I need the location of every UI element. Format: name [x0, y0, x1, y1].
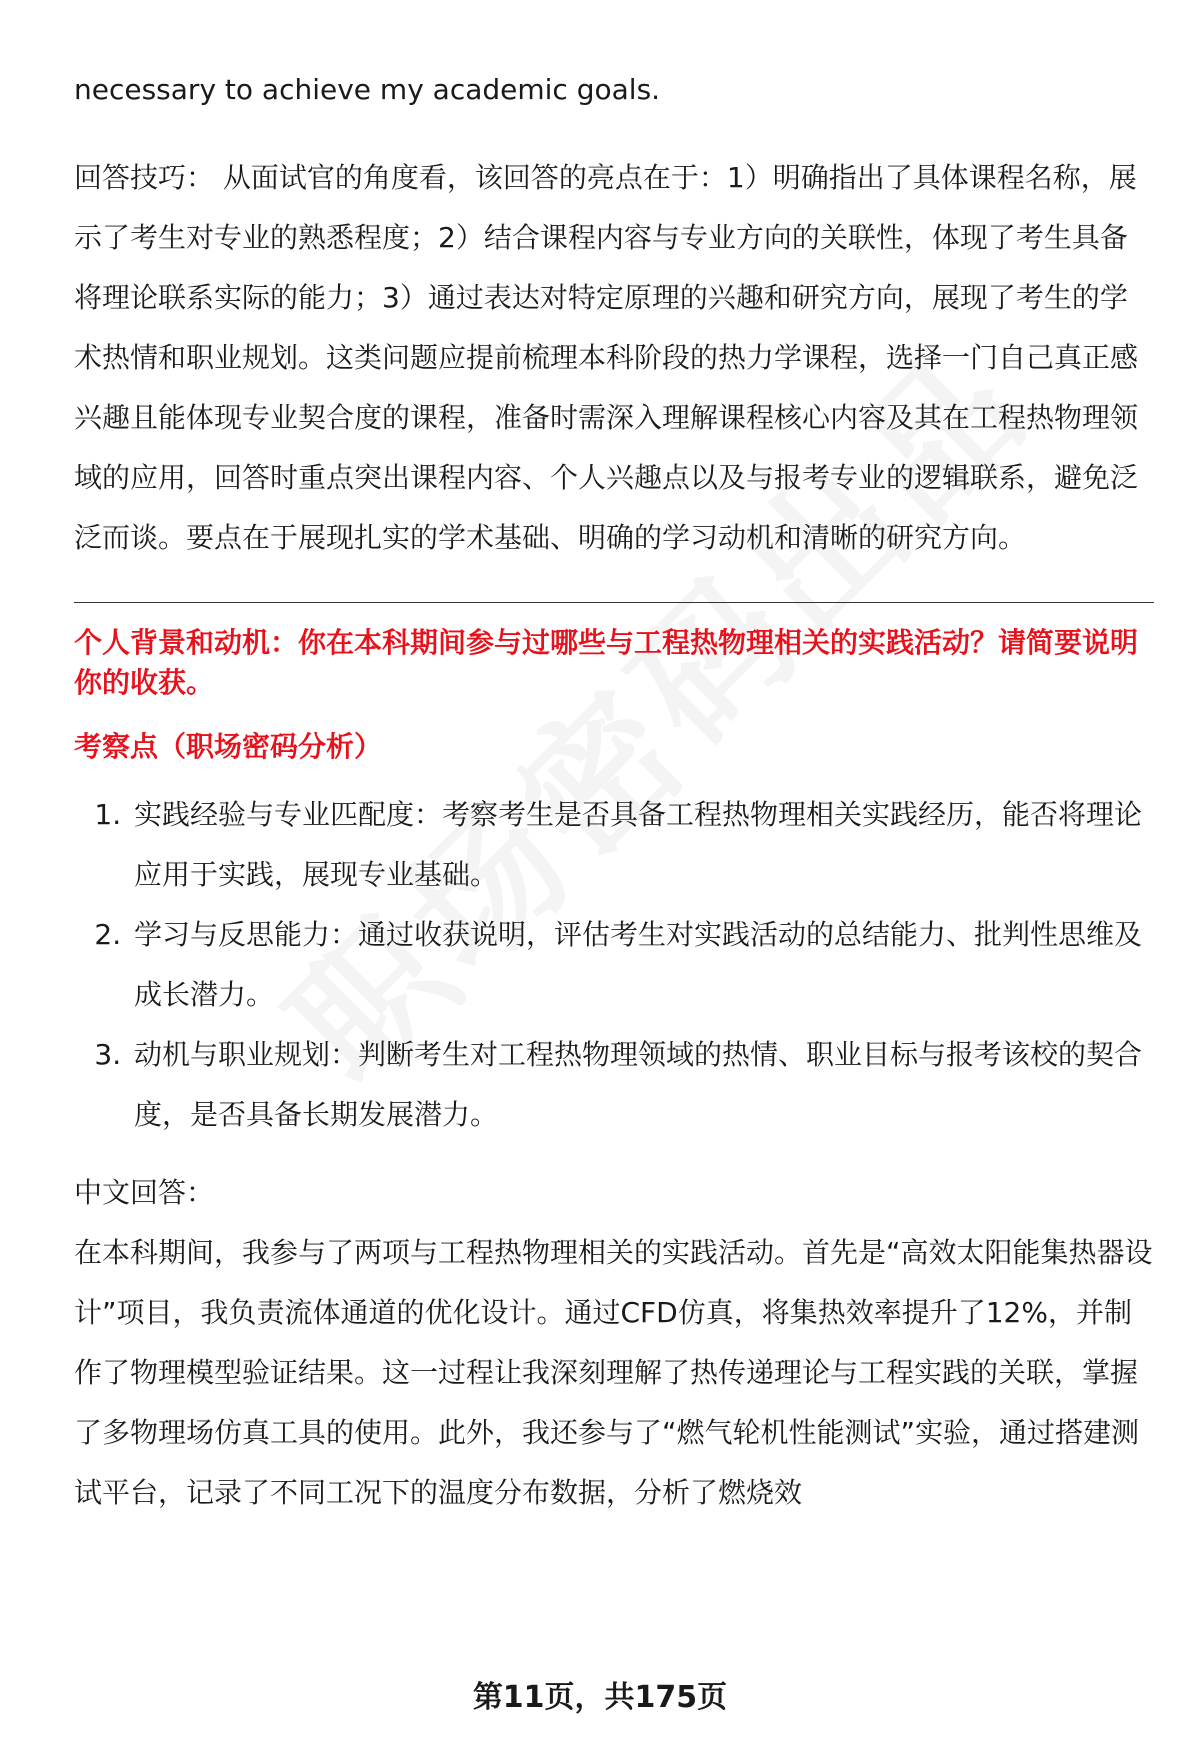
answer-tip-paragraph: 回答技巧： 从面试官的角度看，该回答的亮点在于：1）明确指出了具体课程名称，展示了考生对专业的熟悉程度；2）结合课程内容与专业方向的关联性，体现了考生具备将理论联系实际的能力；3）通过表达对特定原理的兴趣和研究方向，展现了考生的学术热情和职业规划。这类问题应提前梳理本科阶段的热力学课程，选择一门自己真正感兴趣且能体现专业契合度的课程，准备时需深入理解课程核心内容及其在工程热物理领域的应用，回答时重点突出课程内容、个人兴趣点以及与报考专业的逻辑联系，避免泛泛而谈。要点在于展现扎实的学术基础、明确的学习动机和清晰的研究方向。: [74, 161, 1139, 554]
focus-list: [74, 785, 1154, 1145]
focus-heading: 考察点（职场密码分析）: [74, 730, 383, 763]
section-divider: [74, 602, 1154, 603]
page-content: [74, 60, 1154, 1523]
answer-body: 在本科期间，我参与了两项与工程热物理相关的实践活动。首先是“高效太阳能集热器设计”项目，我负责流体通道的优化设计。通过CFD仿真，将集热效率提升了12%，并制作了物理模型验证结果。这一过程让我深刻理解了热传递理论与工程实践的关联，掌握了多物理场仿真工具的使用。此外，我还参与了“燃气轮机性能测试”实验，通过搭建测试平台，记录了不同工况下的温度分布数据，分析了燃烧效: [74, 1236, 1153, 1509]
answer-label: 中文回答：: [74, 1176, 215, 1209]
list-item: 3. 动机与职业规划：判断考生对工程热物理领域的热情、职业目标与报考该校的契合度，是否具备长期发展潜力。: [130, 1025, 1154, 1145]
list-item: 2. 学习与反思能力：通过收获说明，评估考生对实践活动的总结能力、批判性思维及成长潜力。: [130, 905, 1154, 1025]
page-number-footer: 第11页，共175页: [472, 1680, 728, 1715]
intro-tail-text: necessary to achieve my academic goals.: [74, 73, 661, 106]
list-item: 1. 实践经验与专业匹配度：考察考生是否具备工程热物理相关实践经历，能否将理论应用于实践，展现专业基础。: [130, 785, 1154, 905]
question-title: 个人背景和动机：你在本科期间参与过哪些与工程热物理相关的实践活动？请简要说明你的收获。: [74, 626, 1139, 699]
